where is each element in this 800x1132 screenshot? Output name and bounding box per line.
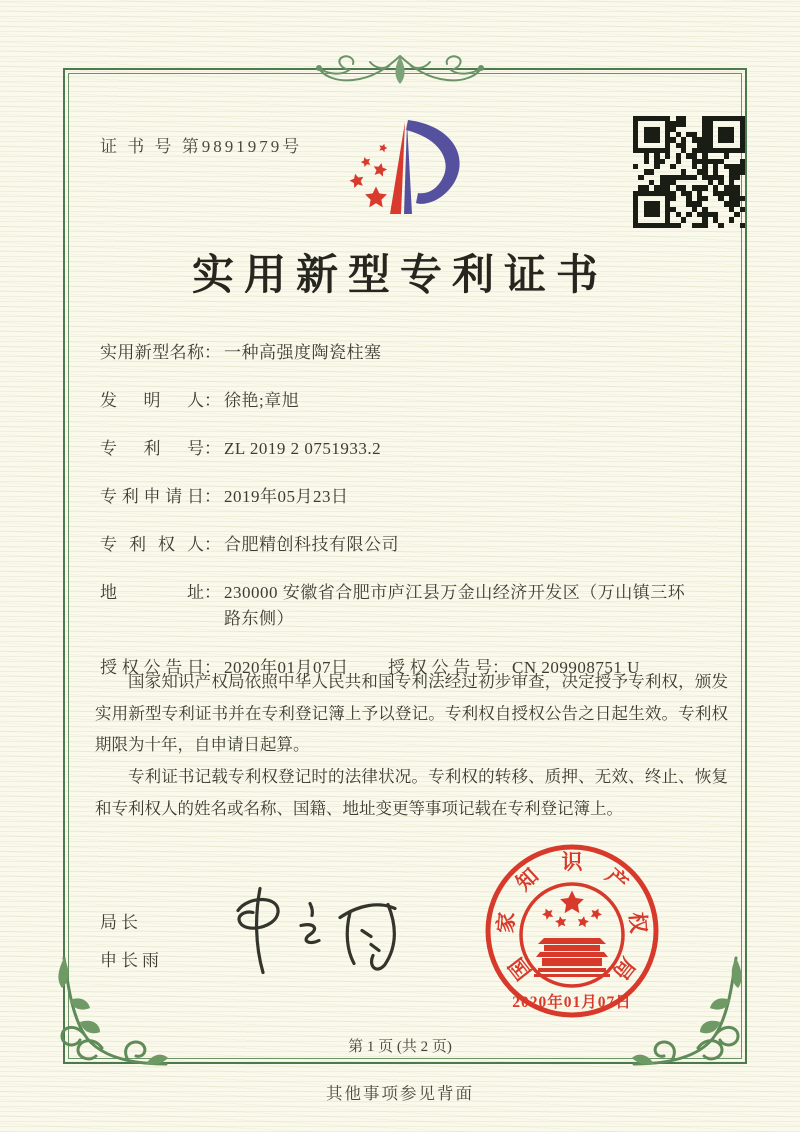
seal-ring-char: 局 [608, 952, 640, 985]
certificate-number: 证 书 号 第9891979号 [100, 137, 303, 156]
field-colon: ： [204, 487, 221, 506]
field-colon: ： [204, 439, 221, 458]
seal-ring-char: 国 [504, 952, 536, 985]
field-colon: ： [204, 343, 221, 362]
field-patentee [100, 532, 730, 557]
qr-module [740, 223, 745, 228]
seal-ring-char: 权 [624, 911, 651, 935]
field-colon: ： [204, 583, 221, 602]
field-value: 一种高强度陶瓷柱塞 [224, 343, 382, 362]
field-inventor [100, 388, 730, 413]
top-border-ornament [275, 48, 525, 90]
field-label: 发明人 [100, 391, 204, 410]
legal-paragraph-2: 专利证书记载专利权登记时的法律状况。专利权的转移、质押、无效、终止、恢复和专利权人的姓名或名称、国籍、地址变更等事项记载在专利登记簿上。 [95, 767, 728, 818]
seal-ring-char: 家 [493, 911, 520, 935]
field-value: 2020年01月07日 [224, 658, 349, 677]
field-label: 专利申请日 [100, 487, 204, 506]
field-colon: ： [204, 658, 221, 677]
field-label: 授权公告号 [388, 658, 492, 677]
signer-title: 局长 [100, 913, 142, 932]
field-patent-number [100, 436, 730, 461]
certificate-title: 实用新型专利证书 [191, 253, 608, 299]
field-address [100, 580, 730, 632]
field-value: CN 209908751 U [512, 658, 640, 677]
seal-ring-char: 识 [561, 850, 583, 874]
field-label: 授权公告日 [100, 658, 204, 677]
field-colon: ： [204, 391, 221, 410]
back-side-note: 其他事项参见背面 [326, 1084, 474, 1103]
seal-ring-char: 知 [511, 863, 544, 896]
field-filing-date [100, 484, 730, 509]
field-colon: ： [492, 658, 509, 677]
field-value: 230000 安徽省合肥市庐江县万金山经济开发区（万山镇三环路东侧） [224, 583, 686, 628]
field-label: 专利号 [100, 439, 204, 458]
signer-block [100, 912, 163, 988]
qr-code [633, 116, 745, 228]
field-label: 实用新型名称 [100, 343, 204, 362]
signer-name: 申长雨 [100, 951, 163, 970]
commissioner-signature [222, 882, 412, 978]
field-value: 合肥精创科技有限公司 [224, 535, 399, 554]
official-seal [466, 842, 678, 1032]
legal-paragraph-1: 国家知识产权局依照中华人民共和国专利法经过初步审查，决定授予专利权，颁发实用新型专利证书并在专利登记簿上予以登记。专利权自授权公告之日起生效。专利权期限为十年，自申请日起算。 [95, 672, 728, 755]
legal-text [95, 666, 728, 824]
field-utility-model-name [100, 340, 730, 365]
cnipa-logo [330, 110, 480, 236]
page-indicator: 第 1 页 (共 2 页) [348, 1039, 452, 1055]
field-label: 专利权人 [100, 535, 204, 554]
seal-date: 2020年01月07日 [512, 994, 632, 1011]
seal-ring-char: 产 [600, 863, 633, 896]
field-value: 徐艳;章旭 [224, 391, 300, 410]
field-colon: ： [204, 535, 221, 554]
field-value: 2019年05月23日 [224, 487, 349, 506]
field-value: ZL 2019 2 0751933.2 [224, 439, 382, 458]
field-label: 地址 [100, 583, 204, 602]
patent-fields [100, 340, 730, 703]
